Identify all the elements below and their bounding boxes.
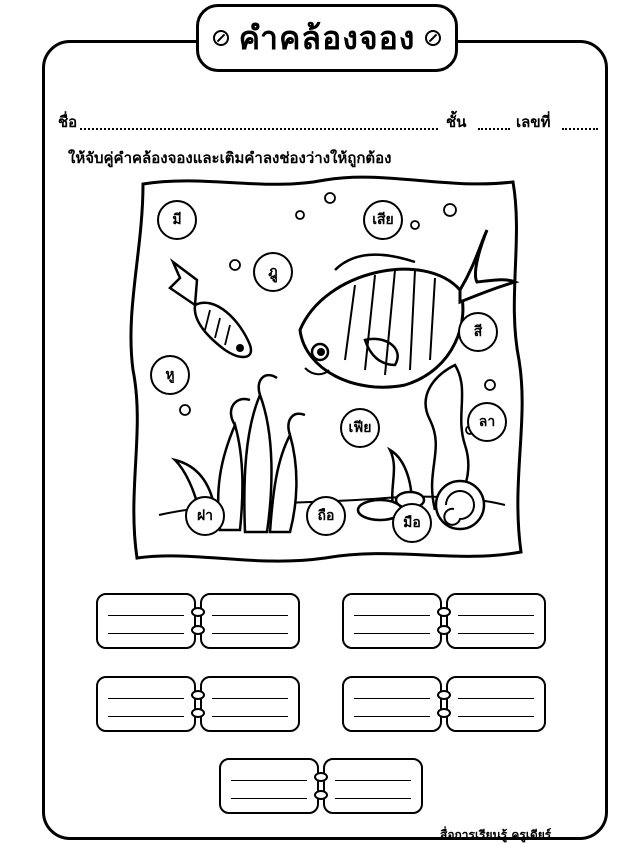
word-bubble[interactable]: สี — [458, 312, 498, 352]
answer-pair — [96, 593, 300, 649]
word-bubble[interactable]: ฝา — [185, 496, 225, 536]
answer-card[interactable] — [200, 676, 300, 732]
word-bubble[interactable]: เสีย — [363, 200, 403, 240]
answer-card[interactable] — [200, 593, 300, 649]
binder-ring-icon — [191, 708, 205, 718]
binder-ring-icon — [437, 625, 451, 635]
number-label: เลขที่ — [516, 113, 551, 131]
answer-card[interactable] — [219, 758, 319, 814]
answer-card[interactable] — [96, 593, 196, 649]
word-bubble[interactable]: เฟีย — [340, 408, 380, 448]
binder-ring-icon — [437, 690, 451, 700]
answer-card[interactable] — [96, 676, 196, 732]
word-bubble[interactable]: หู — [150, 355, 190, 395]
binder-ring-icon — [191, 625, 205, 635]
word-bubble[interactable]: ถือ — [306, 496, 346, 536]
binder-ring-icon — [314, 790, 328, 800]
snail-shell-drawing — [436, 481, 484, 529]
title-banner — [196, 4, 458, 72]
answer-pair — [342, 676, 546, 732]
word-bubble[interactable]: มี — [157, 200, 197, 240]
ornament-icon — [213, 30, 229, 46]
answer-card[interactable] — [323, 758, 423, 814]
answer-pair — [342, 593, 546, 649]
word-bubble[interactable]: มือ — [392, 503, 432, 543]
binder-ring-icon — [437, 607, 451, 617]
binder-ring-icon — [191, 690, 205, 700]
word-bubble[interactable]: ลา — [467, 402, 507, 442]
name-blank[interactable] — [80, 114, 438, 130]
word-bubble[interactable]: ฎู — [253, 252, 293, 292]
answer-pair — [219, 758, 423, 814]
binder-ring-icon — [191, 607, 205, 617]
answer-card[interactable] — [342, 676, 442, 732]
big-fish-drawing — [300, 230, 515, 387]
answer-card[interactable] — [446, 676, 546, 732]
binder-ring-icon — [437, 708, 451, 718]
small-fish-drawing — [170, 262, 251, 357]
number-blank[interactable] — [562, 114, 598, 130]
class-label: ชั้น — [446, 113, 467, 131]
answer-card[interactable] — [446, 593, 546, 649]
page-title: คำคล้องจอง — [238, 18, 416, 57]
class-blank[interactable] — [478, 114, 510, 130]
answer-card[interactable] — [342, 593, 442, 649]
answer-pair — [96, 676, 300, 732]
name-label: ชื่อ — [58, 113, 78, 131]
credit-text: สื่อการเรียนรู้ ครูเดียร์ — [440, 828, 552, 842]
ornament-icon — [425, 30, 441, 46]
binder-ring-icon — [314, 772, 328, 782]
instruction-text: ให้จับคู่คำคล้องจองและเติมคำลงช่องว่างให้ถูกต้อง — [68, 149, 392, 167]
